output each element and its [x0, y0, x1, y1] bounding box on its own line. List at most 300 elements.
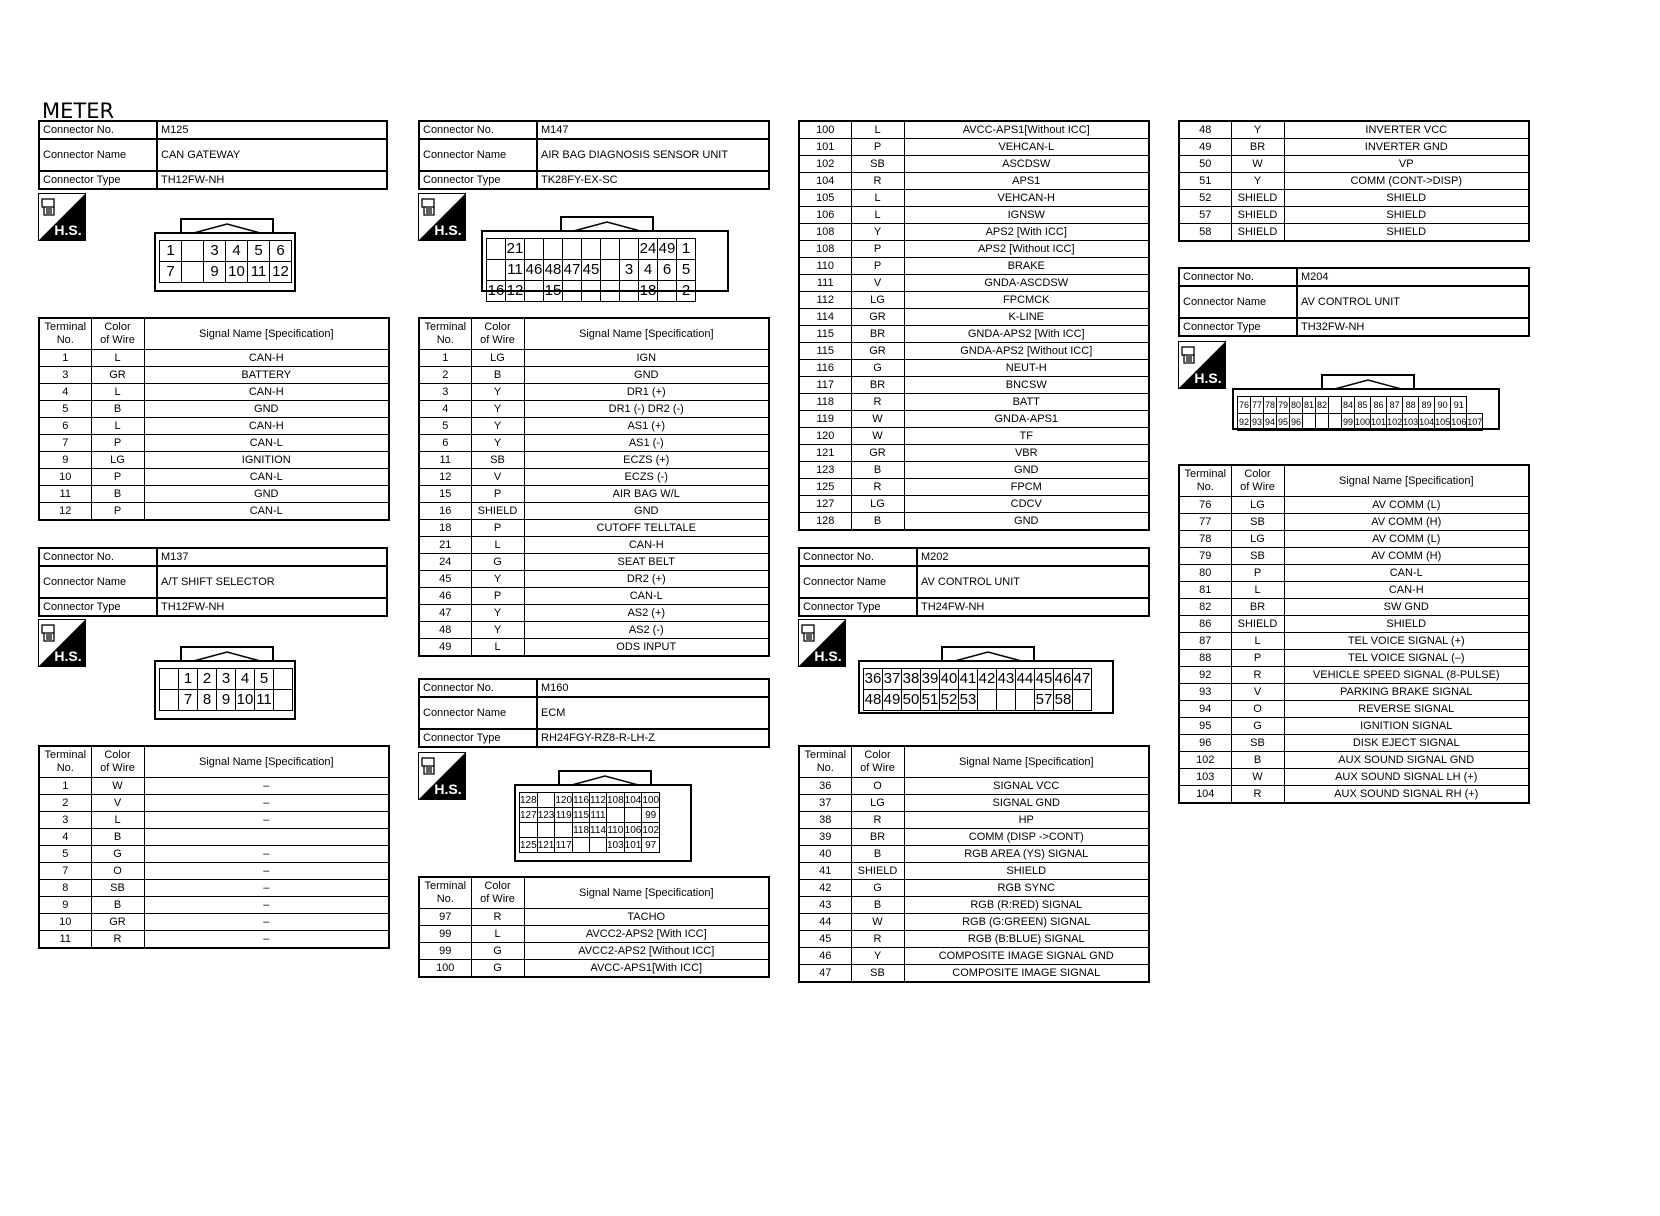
terminal-no: 76 [1179, 497, 1231, 514]
table-row [799, 326, 1149, 343]
terminal-no: 7 [39, 435, 91, 452]
signal-name: GND [524, 503, 769, 520]
terminal-no: 49 [1179, 139, 1231, 156]
table-row [39, 452, 389, 469]
wire-color: Y [471, 418, 524, 435]
terminal-no: 12 [419, 469, 471, 486]
pin-cell: 47 [1073, 669, 1092, 690]
table-row [799, 829, 1149, 846]
pin-cell: 89 [1419, 397, 1435, 414]
connector-face-m204 [1232, 374, 1500, 430]
table-row [419, 435, 769, 452]
wire-color: R [1231, 786, 1284, 804]
table-row [39, 778, 389, 795]
col-terminal-header: Terminal No. [419, 877, 471, 909]
signal-name: SIGNAL GND [904, 795, 1149, 812]
table-row [799, 897, 1149, 914]
signal-name: HP [904, 812, 1149, 829]
col-signal-header: Signal Name [Specification] [904, 746, 1149, 778]
pin-cell [590, 838, 607, 853]
connector-name-value: AV CONTROL UNIT [1297, 286, 1529, 318]
terminal-no: 100 [419, 960, 471, 978]
table-row [39, 469, 389, 486]
connector-type-label: Connector Type [419, 171, 537, 189]
pin-cell: 95 [1277, 414, 1290, 431]
table-row [799, 965, 1149, 983]
wire-color: LG [851, 292, 904, 309]
terminal-no: 78 [1179, 531, 1231, 548]
wire-color: BR [851, 377, 904, 394]
col-signal-header: Signal Name [Specification] [524, 877, 769, 909]
col-terminal-header: Terminal No. [39, 746, 91, 778]
terminal-no: 127 [799, 496, 851, 513]
page-title: METER [42, 99, 115, 123]
terminal-no: 121 [799, 445, 851, 462]
wire-color: W [91, 778, 144, 795]
terminal-no: 48 [419, 622, 471, 639]
pin-cell: 114 [590, 824, 606, 836]
hs-badge-icon [418, 193, 466, 241]
wire-color: P [851, 241, 904, 258]
pin-cell: 46 [1054, 669, 1073, 690]
terminal-no: 80 [1179, 565, 1231, 582]
signal-name: – [144, 812, 389, 829]
signal-name: DR1 (-) DR2 (-) [524, 401, 769, 418]
signal-name: AV COMM (L) [1284, 497, 1529, 514]
connector-header-m160 [418, 678, 770, 748]
pin-cell: 104 [1419, 414, 1435, 431]
connector-name-label: Connector Name [1179, 286, 1297, 318]
wire-color: R [851, 394, 904, 411]
terminal-no: 57 [1179, 207, 1231, 224]
signal-name: K-LINE [904, 309, 1149, 326]
terminal-no: 114 [799, 309, 851, 326]
wire-color: L [1231, 582, 1284, 599]
terminal-no: 77 [1179, 514, 1231, 531]
pin-cell: 6 [270, 241, 292, 262]
terminal-no: 3 [39, 367, 91, 384]
terminal-no: 87 [1179, 633, 1231, 650]
wire-color: BR [851, 326, 904, 343]
table-row [419, 588, 769, 605]
pin-cell: 51 [921, 690, 940, 711]
pin-cell: 120 [555, 794, 573, 806]
signal-name: AIR BAG W/L [524, 486, 769, 503]
pin-cell: 39 [921, 669, 940, 690]
pin-cell: 9 [217, 690, 236, 711]
pin-cell: 91 [1451, 397, 1467, 414]
table-row [419, 418, 769, 435]
signal-name: AS2 (+) [524, 605, 769, 622]
table-row [1179, 156, 1529, 173]
pin-cell [537, 823, 555, 838]
table-row [419, 960, 769, 978]
pin-cell [582, 239, 601, 260]
table-row [1179, 190, 1529, 207]
wire-color: SB [851, 156, 904, 173]
pin-cell: 5 [248, 241, 270, 262]
signal-name: INVERTER GND [1284, 139, 1529, 156]
table-row [1179, 735, 1529, 752]
terminal-no: 38 [799, 812, 851, 829]
terminal-no: 12 [39, 503, 91, 521]
pin-cell: 81 [1303, 397, 1316, 414]
pin-cell: 10 [226, 262, 248, 283]
table-row [419, 926, 769, 943]
wire-color: W [1231, 156, 1284, 173]
terminal-no: 18 [419, 520, 471, 537]
terminal-no: 4 [419, 401, 471, 418]
pin-cell: 11 [248, 262, 270, 283]
table-row [799, 795, 1149, 812]
terminal-no: 96 [1179, 735, 1231, 752]
pin-cell: 3 [204, 241, 226, 262]
table-row [799, 846, 1149, 863]
table-row [1179, 582, 1529, 599]
pin-cell [525, 281, 544, 302]
terminal-no: 11 [39, 931, 91, 949]
pin-cell: 53 [959, 690, 978, 711]
table-row [799, 914, 1149, 931]
table-row [799, 241, 1149, 258]
pin-grid [1237, 396, 1483, 431]
pin-cell: 47 [563, 260, 582, 281]
terminal-no: 92 [1179, 667, 1231, 684]
connector-type-value: TH32FW-NH [1297, 318, 1529, 336]
signal-name: CAN-H [1284, 582, 1529, 599]
pin-grid [863, 668, 1092, 711]
terminal-no: 46 [799, 948, 851, 965]
pin-cell [487, 260, 506, 281]
terminal-table-m137 [38, 745, 390, 949]
pin-cell: 21 [506, 239, 525, 260]
table-row [419, 350, 769, 367]
pin-cell: 44 [1016, 669, 1035, 690]
svg-text:H.S.: H.S. [434, 781, 462, 797]
signal-name: DISK EJECT SIGNAL [1284, 735, 1529, 752]
terminal-no: 45 [799, 931, 851, 948]
connector-no-label: Connector No. [39, 548, 157, 566]
pin-cell: 115 [573, 809, 590, 821]
signal-name: CAN-H [144, 418, 389, 435]
table-row [39, 418, 389, 435]
pin-cell: 99 [642, 808, 660, 823]
wire-color: Y [471, 571, 524, 588]
signal-name: SIGNAL VCC [904, 778, 1149, 795]
pin-cell: 7 [179, 690, 198, 711]
signal-name: GND [144, 401, 389, 418]
terminal-no: 117 [799, 377, 851, 394]
pin-cell: 4 [226, 241, 248, 262]
terminal-no: 128 [799, 513, 851, 531]
pin-cell: 121 [537, 839, 555, 851]
table-row [1179, 684, 1529, 701]
terminal-no: 3 [419, 384, 471, 401]
terminal-no: 45 [419, 571, 471, 588]
table-row [419, 367, 769, 384]
signal-name: TACHO [524, 909, 769, 926]
wire-color: L [851, 121, 904, 139]
connector-no-value: M160 [537, 679, 769, 697]
wire-color: Y [851, 224, 904, 241]
pin-cell: 119 [555, 809, 572, 821]
wire-color: L [471, 639, 524, 657]
pin-cell: 92 [1238, 414, 1251, 431]
table-row [799, 190, 1149, 207]
col-color-header: Color of Wire [471, 877, 524, 909]
wire-color: B [471, 367, 524, 384]
terminal-no: 58 [1179, 224, 1231, 242]
wire-color: P [471, 588, 524, 605]
table-row [799, 462, 1149, 479]
signal-name: INVERTER VCC [1284, 121, 1529, 139]
pin-cell [997, 690, 1016, 711]
signal-name: AS1 (+) [524, 418, 769, 435]
wire-color: B [91, 486, 144, 503]
table-row [1179, 616, 1529, 633]
wire-color: P [471, 486, 524, 503]
signal-name: FPCM [904, 479, 1149, 496]
table-row [419, 503, 769, 520]
wire-color: R [851, 173, 904, 190]
svg-text:H.S.: H.S. [814, 648, 842, 664]
wire-color: P [1231, 650, 1284, 667]
pin-cell: 80 [1290, 397, 1303, 414]
wire-color: W [851, 914, 904, 931]
signal-name: ODS INPUT [524, 639, 769, 657]
wire-color: SB [1231, 548, 1284, 565]
svg-text:H.S.: H.S. [1194, 370, 1222, 386]
terminal-no: 51 [1179, 173, 1231, 190]
wire-color: B [1231, 752, 1284, 769]
wire-color: P [471, 520, 524, 537]
pin-cell: 103 [606, 839, 624, 851]
pin-cell: 76 [1238, 397, 1251, 414]
signal-name: GND [904, 513, 1149, 531]
terminal-no: 16 [419, 503, 471, 520]
wire-color: B [851, 897, 904, 914]
signal-name: IGNSW [904, 207, 1149, 224]
table-row [1179, 633, 1529, 650]
pin-grid [486, 238, 696, 302]
table-row [799, 292, 1149, 309]
table-row [39, 897, 389, 914]
table-row [419, 571, 769, 588]
table-row [39, 931, 389, 949]
terminal-no: 105 [799, 190, 851, 207]
signal-name: IGNITION SIGNAL [1284, 718, 1529, 735]
table-row [799, 207, 1149, 224]
wire-color: V [1231, 684, 1284, 701]
wire-color: SB [1231, 735, 1284, 752]
table-row [419, 554, 769, 571]
terminal-no: 9 [39, 897, 91, 914]
terminal-table-m160 [418, 876, 770, 978]
signal-name: TEL VOICE SIGNAL (–) [1284, 650, 1529, 667]
hs-badge-icon [38, 619, 86, 667]
table-row [799, 948, 1149, 965]
pin-cell: 4 [639, 260, 658, 281]
wire-color: SHIELD [1231, 224, 1284, 242]
pin-cell: 5 [255, 669, 274, 690]
col-color-header: Color of Wire [1231, 465, 1284, 497]
wire-color: G [851, 360, 904, 377]
terminal-no: 42 [799, 880, 851, 897]
table-row [799, 173, 1149, 190]
connector-no-value: M202 [917, 548, 1149, 566]
table-row [39, 435, 389, 452]
signal-name: RGB SYNC [904, 880, 1149, 897]
connector-type-label: Connector Type [39, 598, 157, 616]
signal-name: RGB AREA (YS) SIGNAL [904, 846, 1149, 863]
wire-color: Y [1231, 121, 1284, 139]
table-row [1179, 531, 1529, 548]
signal-name: GNDA-APS2 [Without ICC] [904, 343, 1149, 360]
pin-cell: 50 [902, 690, 921, 711]
pin-cell: 2 [677, 281, 696, 302]
pin-cell [978, 690, 997, 711]
terminal-no: 120 [799, 428, 851, 445]
wire-color: R [471, 909, 524, 926]
col-terminal-header: Terminal No. [799, 746, 851, 778]
table-row [799, 224, 1149, 241]
signal-name: CAN-L [524, 588, 769, 605]
wire-color: Y [471, 384, 524, 401]
terminal-table-m160_cont [798, 120, 1150, 531]
pin-cell [1329, 414, 1342, 431]
table-row [799, 360, 1149, 377]
pin-cell: 84 [1342, 397, 1355, 414]
table-row [39, 367, 389, 384]
pin-cell [537, 793, 555, 808]
terminal-no: 88 [1179, 650, 1231, 667]
signal-name: AVCC2-APS2 [Without ICC] [524, 943, 769, 960]
terminal-no: 3 [39, 812, 91, 829]
connector-no-value: M137 [157, 548, 387, 566]
pin-cell: 102 [1387, 414, 1403, 431]
table-row [39, 503, 389, 521]
connector-name-value: CAN GATEWAY [157, 139, 387, 171]
pin-cell: 3 [217, 669, 236, 690]
table-row [419, 486, 769, 503]
terminal-no: 52 [1179, 190, 1231, 207]
pin-cell: 49 [883, 690, 902, 711]
pin-cell [1016, 690, 1035, 711]
pin-cell: 3 [620, 260, 639, 281]
wire-color: GR [91, 367, 144, 384]
terminal-no: 116 [799, 360, 851, 377]
hs-badge-icon [418, 752, 466, 800]
terminal-no: 104 [1179, 786, 1231, 804]
pin-cell: 1 [179, 669, 198, 690]
signal-name: – [144, 914, 389, 931]
signal-name: NEUT-H [904, 360, 1149, 377]
pin-cell: 106 [624, 824, 642, 836]
table-row [1179, 207, 1529, 224]
table-row [799, 394, 1149, 411]
signal-name: GND [904, 462, 1149, 479]
wire-color: V [471, 469, 524, 486]
signal-name: AV COMM (L) [1284, 531, 1529, 548]
pin-cell: 104 [624, 794, 642, 806]
signal-name: SHIELD [904, 863, 1149, 880]
terminal-no: 46 [419, 588, 471, 605]
pin-cell: 79 [1277, 397, 1290, 414]
signal-name: SHIELD [1284, 190, 1529, 207]
terminal-no: 4 [39, 384, 91, 401]
signal-name: SEAT BELT [524, 554, 769, 571]
connector-no-value: M147 [537, 121, 769, 139]
pin-cell: 37 [883, 669, 902, 690]
signal-name: GNDA-APS1 [904, 411, 1149, 428]
terminal-no: 112 [799, 292, 851, 309]
wire-color: GR [91, 914, 144, 931]
terminal-no: 104 [799, 173, 851, 190]
terminal-table-m204 [1178, 464, 1530, 804]
wire-color: LG [91, 452, 144, 469]
terminal-no: 102 [799, 156, 851, 173]
signal-name: APS2 [With ICC] [904, 224, 1149, 241]
connector-name-label: Connector Name [39, 139, 157, 171]
connector-name-label: Connector Name [799, 566, 917, 598]
signal-name: AVCC-APS1[With ICC] [524, 960, 769, 978]
connector-type-label: Connector Type [799, 598, 917, 616]
signal-name: VBR [904, 445, 1149, 462]
terminal-no: 123 [799, 462, 851, 479]
table-row [39, 846, 389, 863]
wire-color: W [1231, 769, 1284, 786]
table-row [1179, 752, 1529, 769]
pin-cell: 101 [624, 839, 642, 851]
pin-cell: 99 [1342, 414, 1355, 431]
terminal-no: 49 [419, 639, 471, 657]
signal-name: GND [144, 486, 389, 503]
pin-cell: 48 [864, 690, 883, 711]
pin-cell [182, 241, 204, 262]
connector-type-label: Connector Type [419, 729, 537, 747]
table-row [39, 486, 389, 503]
wire-color: L [91, 418, 144, 435]
pin-cell [563, 281, 582, 302]
wire-color: SB [851, 965, 904, 983]
pin-cell: 15 [544, 281, 563, 302]
table-row [799, 377, 1149, 394]
table-row [419, 943, 769, 960]
wire-color: L [851, 190, 904, 207]
terminal-no: 95 [1179, 718, 1231, 735]
signal-name: CAN-H [524, 537, 769, 554]
terminal-no: 108 [799, 224, 851, 241]
terminal-no: 47 [799, 965, 851, 983]
signal-name: RGB (G:GREEN) SIGNAL [904, 914, 1149, 931]
signal-name: AS2 (-) [524, 622, 769, 639]
table-row [419, 520, 769, 537]
table-row [799, 445, 1149, 462]
pin-cell: 116 [573, 794, 590, 806]
signal-name: BRAKE [904, 258, 1149, 275]
connector-header-m202 [798, 547, 1150, 617]
terminal-no: 50 [1179, 156, 1231, 173]
signal-name: FPCMCK [904, 292, 1149, 309]
connector-name-value: AV CONTROL UNIT [917, 566, 1149, 598]
table-row [799, 258, 1149, 275]
pin-cell: 11 [255, 690, 274, 711]
pin-cell: 38 [902, 669, 921, 690]
pin-cell: 45 [1035, 669, 1054, 690]
signal-name: AS1 (-) [524, 435, 769, 452]
wire-color: GR [851, 343, 904, 360]
signal-name: VEHICLE SPEED SIGNAL (8-PULSE) [1284, 667, 1529, 684]
